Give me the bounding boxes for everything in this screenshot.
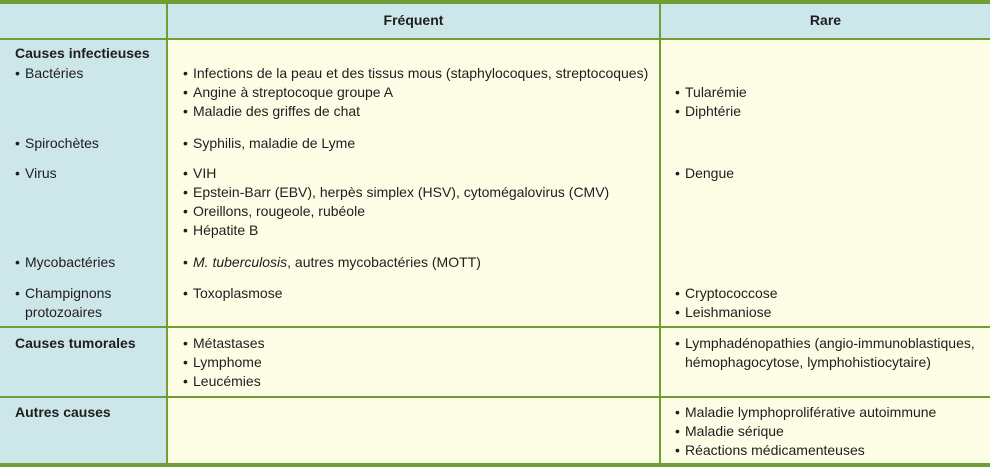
- mycobacteries-frequent-list: [183, 253, 481, 272]
- list-item: • Toxoplasmose: [183, 284, 283, 303]
- list-item: • M. tuberculosis, autres mycobactéries (MOTT): [183, 253, 481, 272]
- list-item: • Maladie lymphoproliférative autoimmune: [675, 403, 936, 422]
- list-item: • Epstein-Barr (EBV), herpès simplex (HSV), cytomégalovirus (CMV): [183, 183, 609, 202]
- subcat-mycobacteries: • Mycobactéries: [15, 253, 115, 272]
- bacteries-rare-list: [675, 83, 747, 121]
- bacteries-frequent-list: [183, 64, 648, 121]
- champignons-rare-list: [675, 284, 778, 322]
- champignons-frequent-list: [183, 284, 283, 303]
- list-item: • Lymphome: [183, 353, 265, 372]
- tumoral-frequent-list: [183, 334, 265, 391]
- spirochetes-frequent-list: [183, 134, 355, 153]
- virus-frequent-list: [183, 164, 609, 240]
- header-divider: [0, 38, 990, 40]
- list-item: • Tularémie: [675, 83, 747, 102]
- list-item: • Cryptococcose: [675, 284, 778, 303]
- tumoral-title: Causes tumorales: [15, 335, 136, 351]
- subcat-bacteries: • Bactéries: [15, 64, 83, 83]
- virus-rare-list: [675, 164, 734, 183]
- list-item: • Diphtérie: [675, 102, 747, 121]
- infectious-title: Causes infectieuses: [15, 45, 150, 61]
- subcat-champignons: • Champignons protozoaires: [15, 284, 111, 322]
- subcat-virus: • Virus: [15, 164, 57, 183]
- list-item: • VIH: [183, 164, 609, 183]
- list-item: • Hépatite B: [183, 221, 609, 240]
- list-item: • Syphilis, maladie de Lyme: [183, 134, 355, 153]
- other-title: Autres causes: [15, 404, 111, 420]
- header-frequent: Fréquent: [383, 12, 444, 28]
- row-divider-1: [0, 326, 990, 328]
- row-divider-2: [0, 396, 990, 398]
- list-item: • Angine à streptocoque groupe A: [183, 83, 648, 102]
- list-item: • Leishmaniose: [675, 303, 778, 322]
- col-divider-1: [166, 4, 168, 463]
- subcat-spirochetes: • Spirochètes: [15, 134, 99, 153]
- list-item: • Maladie des griffes de chat: [183, 102, 648, 121]
- list-item: • Oreillons, rougeole, rubéole: [183, 202, 609, 221]
- list-item: • Métastases: [183, 334, 265, 353]
- col-divider-2: [659, 4, 661, 463]
- tumoral-rare-list: [675, 334, 975, 372]
- list-item: • Infections de la peau et des tissus mous (staphylocoques, streptocoques): [183, 64, 648, 83]
- list-item: • Dengue: [675, 164, 734, 183]
- list-item: • Leucémies: [183, 372, 265, 391]
- list-item: • Réactions médicamenteuses: [675, 441, 936, 460]
- list-item: • Maladie sérique: [675, 422, 936, 441]
- list-item: • Lymphadénopathies (angio-immunoblastiques, hémophagocytose, lymphohistiocytaire): [675, 334, 975, 372]
- other-rare-list: [675, 403, 936, 460]
- header-rare: Rare: [809, 12, 842, 28]
